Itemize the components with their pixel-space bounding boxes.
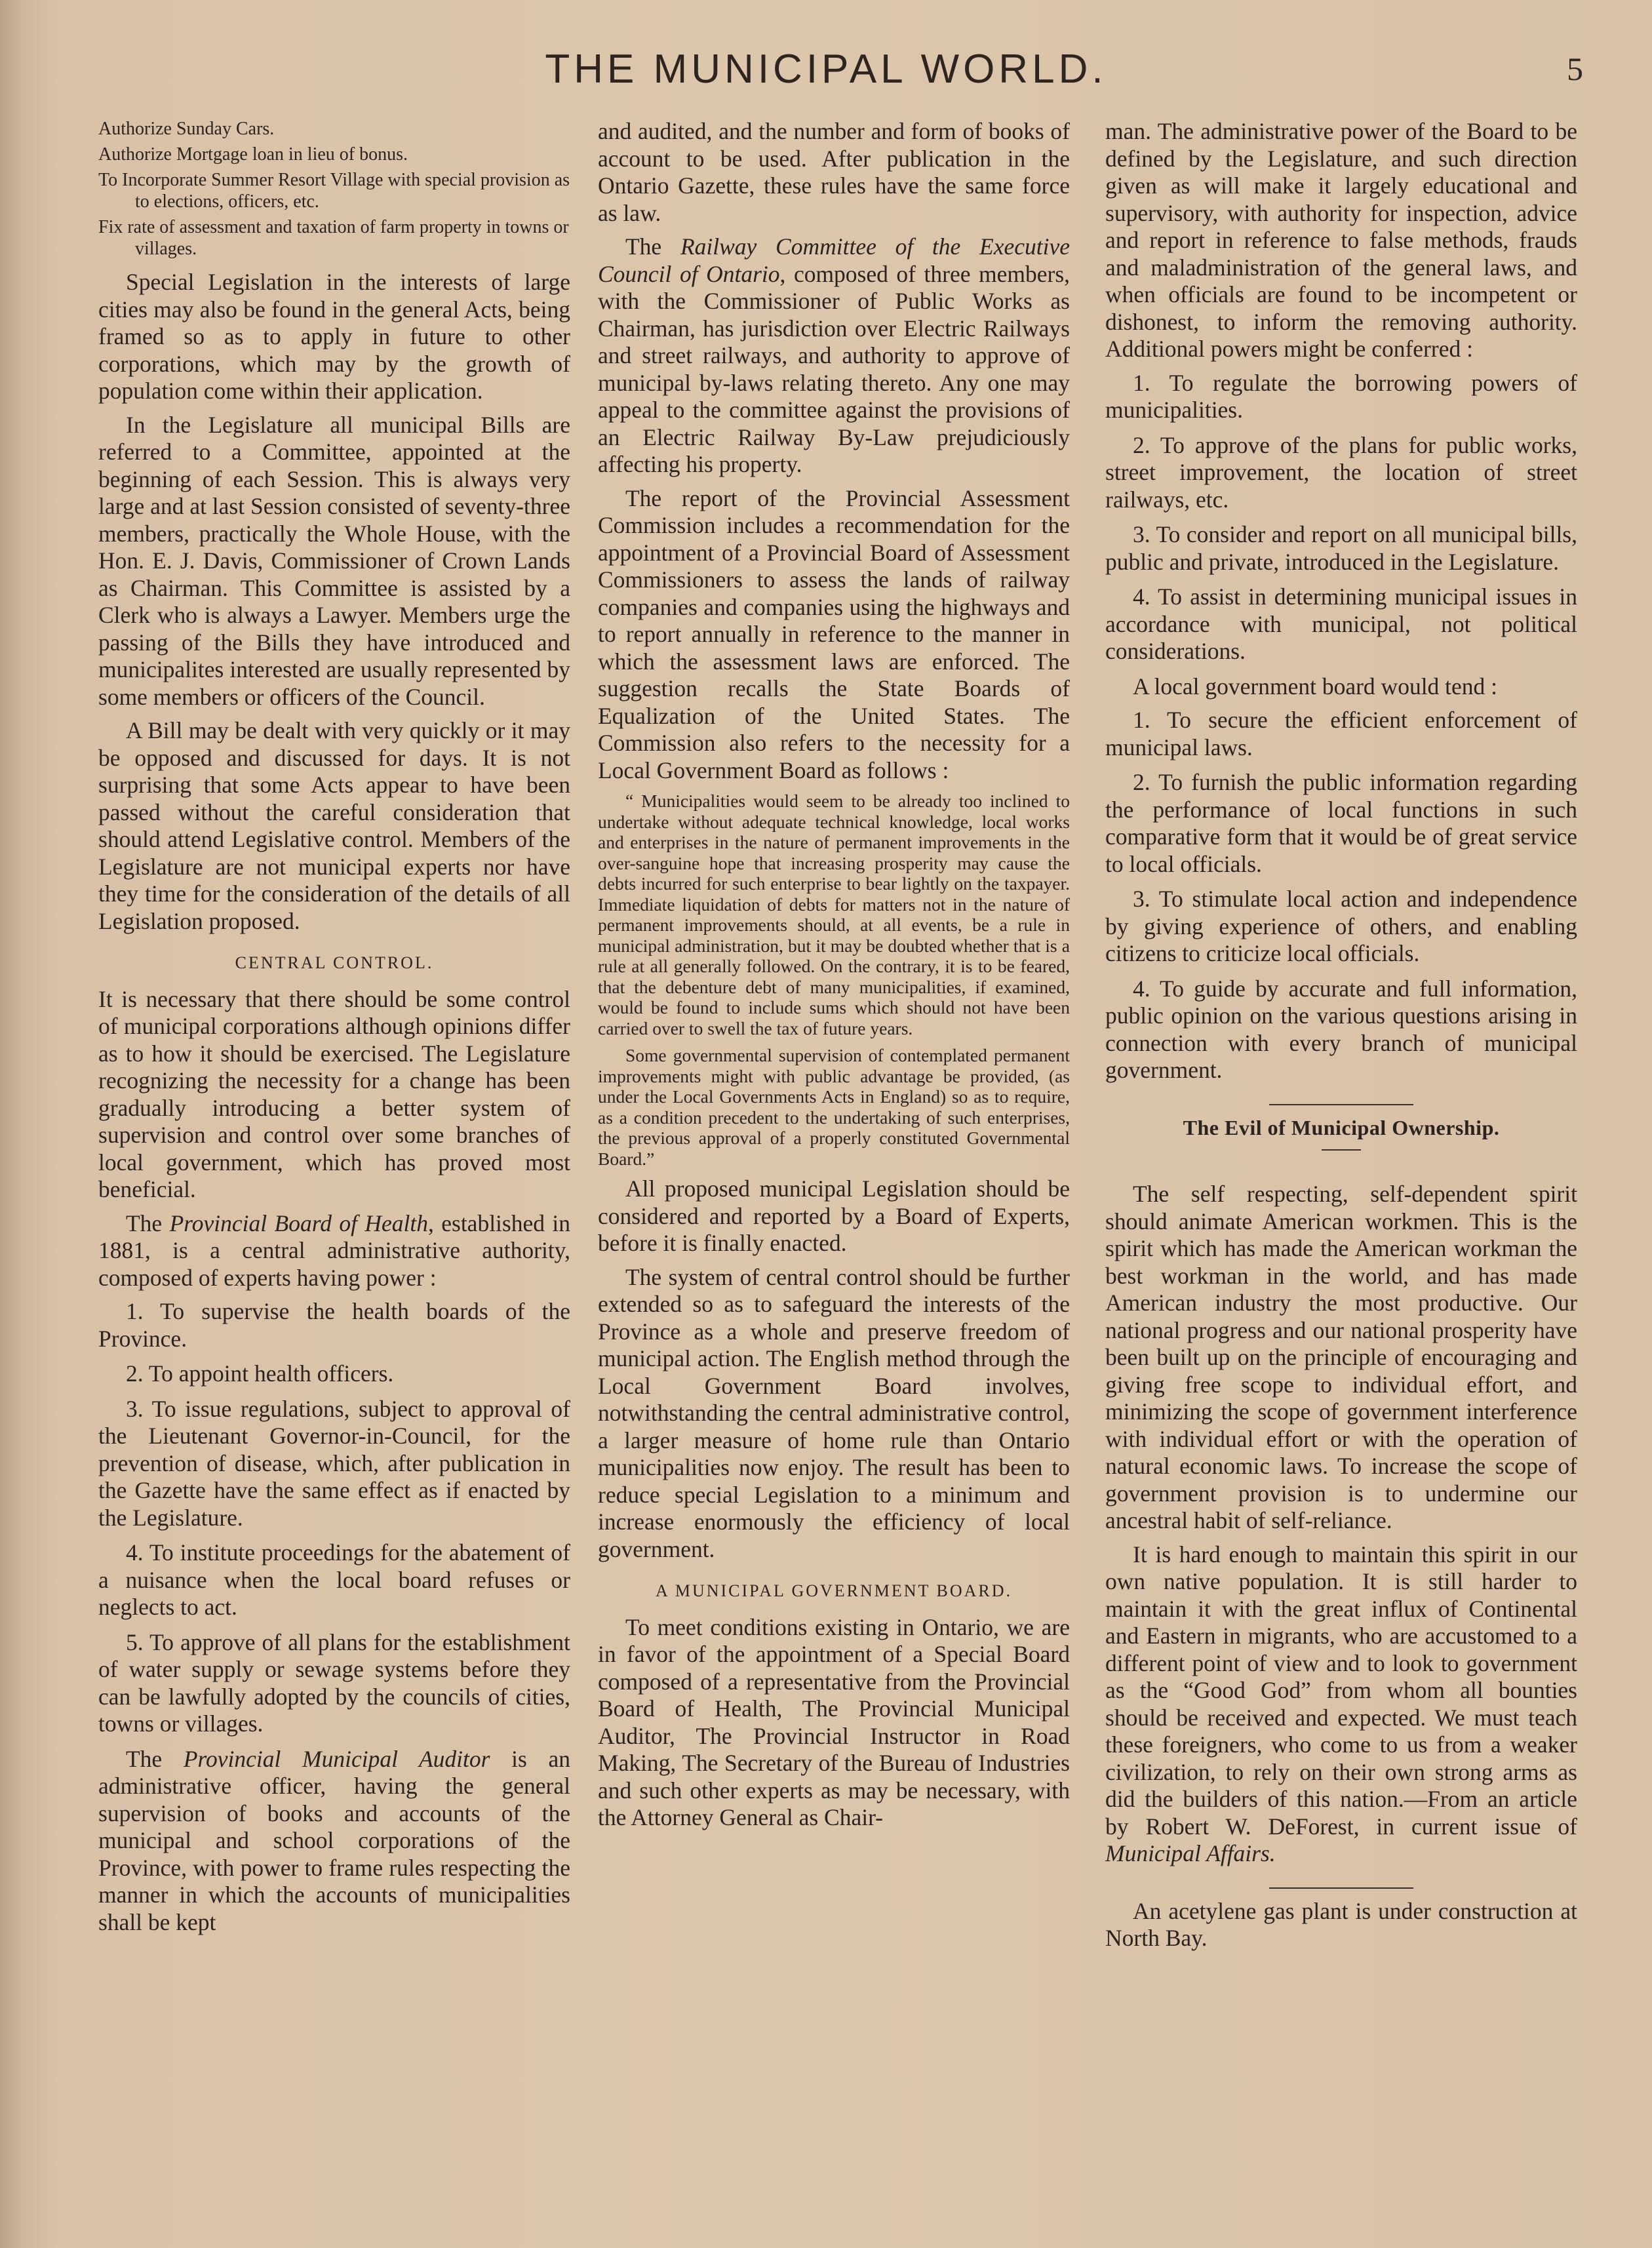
section-heading-evil-ownership: The Evil of Municipal Ownership. xyxy=(1183,1115,1500,1139)
paragraph: The report of the Provincial Assessment Commission includes a recommendation for the appointment of a Provincial Board of Assessment Commissioners to assess the lands of railway companies and companies using the highways and to report annually in reference to the manner in which the assessment laws are enforced. The suggestion recalls the State Boards of Equalization of the United States. The Commission also refers to the necessity for a Local Government Board as follows : xyxy=(598,484,1070,783)
paragraph: and audited, and the number and form of books of account to be used. After publication in the Ontario Gazette, these rules have the same force as law. xyxy=(598,118,1070,226)
paragraph xyxy=(98,1746,570,1937)
paragraph: An acetylene gas plant is under construction at North Bay. xyxy=(1105,1897,1577,1951)
italic-term: Provincial Municipal Auditor xyxy=(183,1745,490,1772)
list-item: 2. To furnish the public information regarding the performance of local functions in such comparative form that it would be of great service to local officials. xyxy=(1105,769,1577,877)
list-item: 3. To consider and report on all municipal bills, public and private, introduced in the Legislature. xyxy=(1105,521,1577,575)
list-item: 2. To approve of the plans for public works, street improvement, the location of street railways, etc. xyxy=(1105,431,1577,513)
special-acts-list xyxy=(98,118,570,260)
text-run: It is hard enough to maintain this spirit in our own native population. It is still harder to maintain it with the great influx of Continental and Eastern in migrants, who are accustomed to a different point of view and to look to government as the “Good God” from whom all bounties should be received and expected. We must teach these foreigners, who come to us from a weaker civilization, to rely on their own strong arms as did the builders of this nation.—From an article by Robert W. DeForest, in current issue of xyxy=(1105,1541,1577,1840)
text-run: , established in 1881, is a central administrative authority, composed of experts having power : xyxy=(98,1210,570,1291)
list-item: 1. To secure the efficient enforcement of municipal laws. xyxy=(1105,707,1577,760)
list-item: 4. To guide by accurate and full information, public opinion on the various questions arising in connection with every branch of municipal government. xyxy=(1105,975,1577,1083)
list-item: To Incorporate Summer Resort Village with special provision as to elections, officers, etc. xyxy=(98,170,570,212)
list-item: 3. To issue regulations, subject to approval of the Lieutenant Governor-in-Council, for the prevention of disease, which, after publication in the Gazette have the same effect as if enacted by the Legislature. xyxy=(98,1395,570,1531)
list-item: Fix rate of assessment and taxation of farm property in towns or villages. xyxy=(98,217,569,259)
list-item: 3. To stimulate local action and independence by giving experience of others, and enabling citizens to criticize local officials. xyxy=(1105,886,1577,966)
divider-rule xyxy=(1269,1104,1413,1105)
text-run: The xyxy=(126,1745,184,1772)
paragraph: In the Legislature all municipal Bills are referred to a Committee, appointed at the beginning of each Session. This is always very large and at last Session consisted of seventy-three members, practically the Whole House, with the Hon. E. J. Davis, Commissioner of Crown Lands as Chairman. This Committee is assisted by a Clerk who is always a Lawyer. Members urge the passing of the Bills they have introduced and municipalites interested are usually represented by some members or officers of the Council. xyxy=(98,411,571,710)
paragraph: It is necessary that there should be some control of municipal corporations although opinions differ as to how it should be exercised. The Legislature recognizing the necessity for a change has been gradually introducing a better system of supervision and control over some branches of local government, which has proved most beneficial. xyxy=(98,985,570,1202)
paragraph xyxy=(98,1210,570,1292)
paragraph: The self respecting, self-dependent spirit should animate American workmen. This is the spirit which has made the American workman the best workman in the world, and has made American industry the most productive. Our national progress and our national prosperity have been built up on the principle of encouraging and giving free scope to individual effort, and minimizing the scope of government interference with individual effort or with the operation of natural economic laws. To increase the scope of government provision is to undermine our ancestral habit of self-reliance. xyxy=(1105,1181,1577,1533)
page-header xyxy=(0,46,1652,105)
column-3 xyxy=(1105,118,1577,1959)
paragraph: A Bill may be dealt with very quickly or it may be opposed and discussed for days. It is not surprising that some Acts appear to have been passed without the careful consideration that should attend Legislative control. Members of the Legislature are not municipal experts nor have they time for the consideration of the details of all Legislation proposed. xyxy=(98,717,570,934)
list-item: Authorize Mortgage loan in lieu of bonus. xyxy=(98,144,408,165)
paragraph xyxy=(1105,1541,1577,1868)
list-item: 2. To appoint health officers. xyxy=(126,1360,394,1387)
paragraph: To meet conditions existing in Ontario, we are in favor of the appointment of a Special Board composed of a representative from the Provincial Board of Health, The Provincial Municipal Auditor, The Provincial Instructor in Road Making, The Secretary of the Bureau of Industries and such other experts as may be necessary, with the Attorney General as Chair- xyxy=(598,1613,1070,1830)
masthead-title: THE MUNICIPAL WORLD. xyxy=(545,47,1107,92)
italic-term: Provincial Board of Health xyxy=(169,1210,428,1236)
paragraph: A local government board would tend : xyxy=(1133,673,1498,700)
list-item: 4. To institute proceedings for the abatement of a nuisance when the local board refuses or neglects to act. xyxy=(98,1539,570,1620)
column-1 xyxy=(98,118,570,1942)
list-item: 1. To supervise the health boards of the Province. xyxy=(98,1298,570,1352)
divider-rule xyxy=(1269,1887,1413,1889)
paragraph: Special Legislation in the interests of large cities may also be found in the general Acts, being framed so as to apply in future to other corporations, which may by the growth of population come within their application. xyxy=(98,269,570,404)
section-heading-municipal-board: A MUNICIPAL GOVERNMENT BOARD. xyxy=(656,1581,1012,1600)
divider-rule xyxy=(1322,1149,1361,1151)
list-item: 5. To approve of all plans for the establishment of water supply or sewage systems before they can be lawfully adopted by the councils of cities, towns or villages. xyxy=(98,1628,570,1737)
text-run: is an administrative officer, having the general supervision of books and accounts of the municipal and school corporations of the Province, with power to frame rules respecting the manner in which the accounts of municipalities shall be kept xyxy=(98,1745,570,1935)
column-2 xyxy=(598,118,1070,1838)
italic-term: Railway Committee of the Executive Council of Ontario xyxy=(598,233,1070,287)
paragraph xyxy=(598,233,1070,479)
paragraph: All proposed municipal Legislation should be considered and reported by a Board of Experts, before it is finally enacted. xyxy=(598,1175,1070,1256)
paragraph: man. The administrative power of the Board to be defined by the Legislature, and such direction given as will make it largely educational and supervisory, with authority for inspection, advice and report in reference to false methods, frauds and maladministration of the general laws, and when officials are found to be incompetent or dishonest, to inform the removing authority. Additional powers might be conferred : xyxy=(1105,118,1577,362)
paragraph: The system of central control should be further extended so as to safeguard the interests of the Province as a whole and preserve freedom of municipal action. The English method through the Local Government Board involves, notwithstanding the central administrative control, a larger measure of home rule than Ontario municipalities now enjoy. The result has been to reduce special Legislation to a minimum and increase enormously the efficiency of local government. xyxy=(598,1263,1070,1562)
list-item: Authorize Sunday Cars. xyxy=(98,119,275,139)
list-item: 4. To assist in determining municipal issues in accordance with municipal, not political considerations. xyxy=(1105,583,1577,664)
text-run: The xyxy=(625,233,680,260)
section-heading-central-control: CENTRAL CONTROL. xyxy=(235,953,434,972)
page-number: 5 xyxy=(1567,50,1583,87)
text-run: The xyxy=(126,1210,170,1236)
text-run: , composed of three members, with the Commissioner of Public Works as Chairman, has jurisdiction over Electric Railways and street railways, and authority to approve of municipal by-laws relating thereto. Any one may appeal to the committee against the provisions of an Electric Railway By-Law prejudiciously affecting his property. xyxy=(598,260,1071,477)
list-item: 1. To regulate the borrowing powers of municipalities. xyxy=(1105,369,1577,423)
quotation: “ Municipalities would seem to be already too inclined to undertake without adequate technical knowledge, local works and enterprises in the nature of permanent improvements in the over-sanguine hope that increasing prosperity may cause the debts incurred for such enterprise to bear lightly on the taxpayer. Immediate liquidation of debts for matters not in the nature of permanent improvements should, at all events, be a rule in municipal administration, but it may be doubted whether that is a rule at all generally followed. On the contrary, it is to be feared, that the debenture debt of many municipalities, if examined, would be found to include sums which should not have been carried over to swell the tax of future years. xyxy=(598,791,1070,1038)
italic-term: Municipal Affairs. xyxy=(1105,1840,1276,1866)
quotation: Some governmental supervision of contemplated permanent improvements might with public advantage be provided, (as under the Local Governments Acts in England) so as to require, as a condition precedent to the undertaking of such enterprises, the previous approval of a properly constituted Governmental Board.” xyxy=(598,1045,1070,1169)
